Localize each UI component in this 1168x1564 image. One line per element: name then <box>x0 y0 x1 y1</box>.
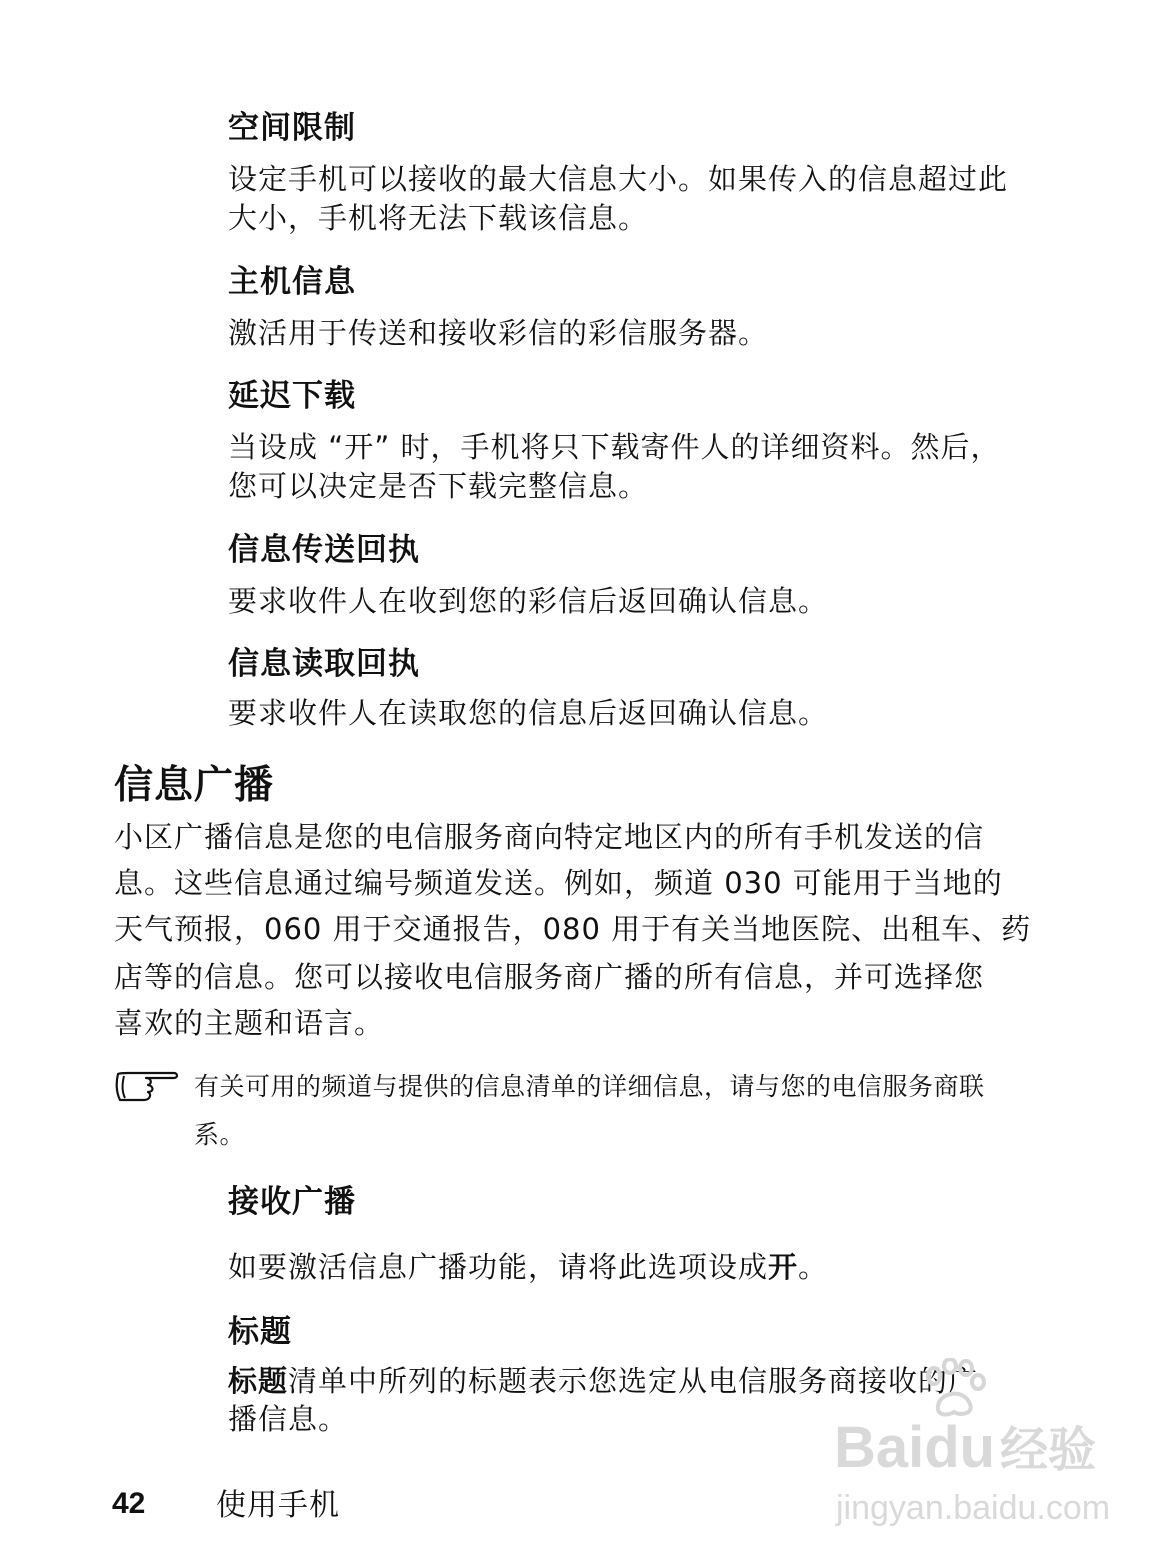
paw-icon <box>920 1358 990 1418</box>
space-limit-title: 空间限制 <box>228 110 356 146</box>
broadcast-heading: 信息广播 <box>114 763 275 808</box>
host-info-title: 主机信息 <box>228 264 356 300</box>
read-receipt-line-1: 要求收件人在读取您的信息后返回确认信息。 <box>228 696 829 730</box>
broadcast-line-1: 小区广播信息是您的电信服务商向特定地区内的所有手机发送的信 <box>114 820 985 854</box>
broadcast-line-4: 店等的信息。您可以接收电信服务商广播的所有信息，并可选择您 <box>114 960 985 994</box>
topics-bold-lead: 标题 <box>228 1364 289 1398</box>
space-limit-line-1: 设定手机可以接收的最大信息大小。如果传入的信息超过此 <box>228 162 1009 196</box>
delayed-download-line-2: 您可以决定是否下载完整信息。 <box>228 469 649 503</box>
delayed-download-line-1: 当设成 “开” 时，手机将只下载寄件人的详细资料。然后， <box>228 430 1001 464</box>
page-number: 42 <box>112 1487 146 1520</box>
watermark-brand: Baidu <box>834 1415 996 1480</box>
topics-line-2: 播信息。 <box>228 1402 349 1436</box>
delayed-download-title: 延迟下载 <box>228 378 356 414</box>
receive-broadcast-text: 如要激活信息广播功能，请将此选项设成 <box>228 1250 769 1284</box>
read-receipt-title: 信息读取回执 <box>228 646 420 682</box>
chapter-name: 使用手机 <box>216 1488 340 1523</box>
receive-broadcast-title: 接收广播 <box>228 1184 356 1220</box>
delivery-receipt-line-1: 要求收件人在收到您的彩信后返回确认信息。 <box>228 584 829 618</box>
receive-broadcast-period: 。 <box>798 1250 829 1284</box>
receive-broadcast-line <box>228 1244 828 1290</box>
broadcast-line-5: 喜欢的主题和语言。 <box>114 1006 385 1040</box>
topics-line-1-rest: 清单中所列的标题表示您选定从电信服务商接收的广 <box>288 1364 979 1398</box>
host-info-line-1: 激活用于传送和接收彩信的彩信服务器。 <box>228 316 769 350</box>
pointing-hand-icon <box>114 1070 180 1104</box>
receive-broadcast-on: 开 <box>768 1250 799 1284</box>
broadcast-line-2: 息。这些信息通过编号频道发送。例如，频道 030 可能用于当地的 <box>114 866 1003 900</box>
space-limit-line-2: 大小，手机将无法下载该信息。 <box>228 201 649 235</box>
broadcast-line-3: 天气预报，060 用于交通报告，080 用于有关当地医院、出租车、药 <box>114 912 1032 946</box>
note-line-2: 系。 <box>194 1120 246 1149</box>
watermark-brand-cn: 经验 <box>1000 1422 1097 1478</box>
delivery-receipt-title: 信息传送回执 <box>228 532 420 568</box>
note-line-1: 有关可用的频道与提供的信息清单的详细信息，请与您的电信服务商联 <box>194 1072 985 1101</box>
topics-title: 标题 <box>228 1314 292 1350</box>
watermark-url: jingyan.baidu.com <box>836 1489 1111 1527</box>
